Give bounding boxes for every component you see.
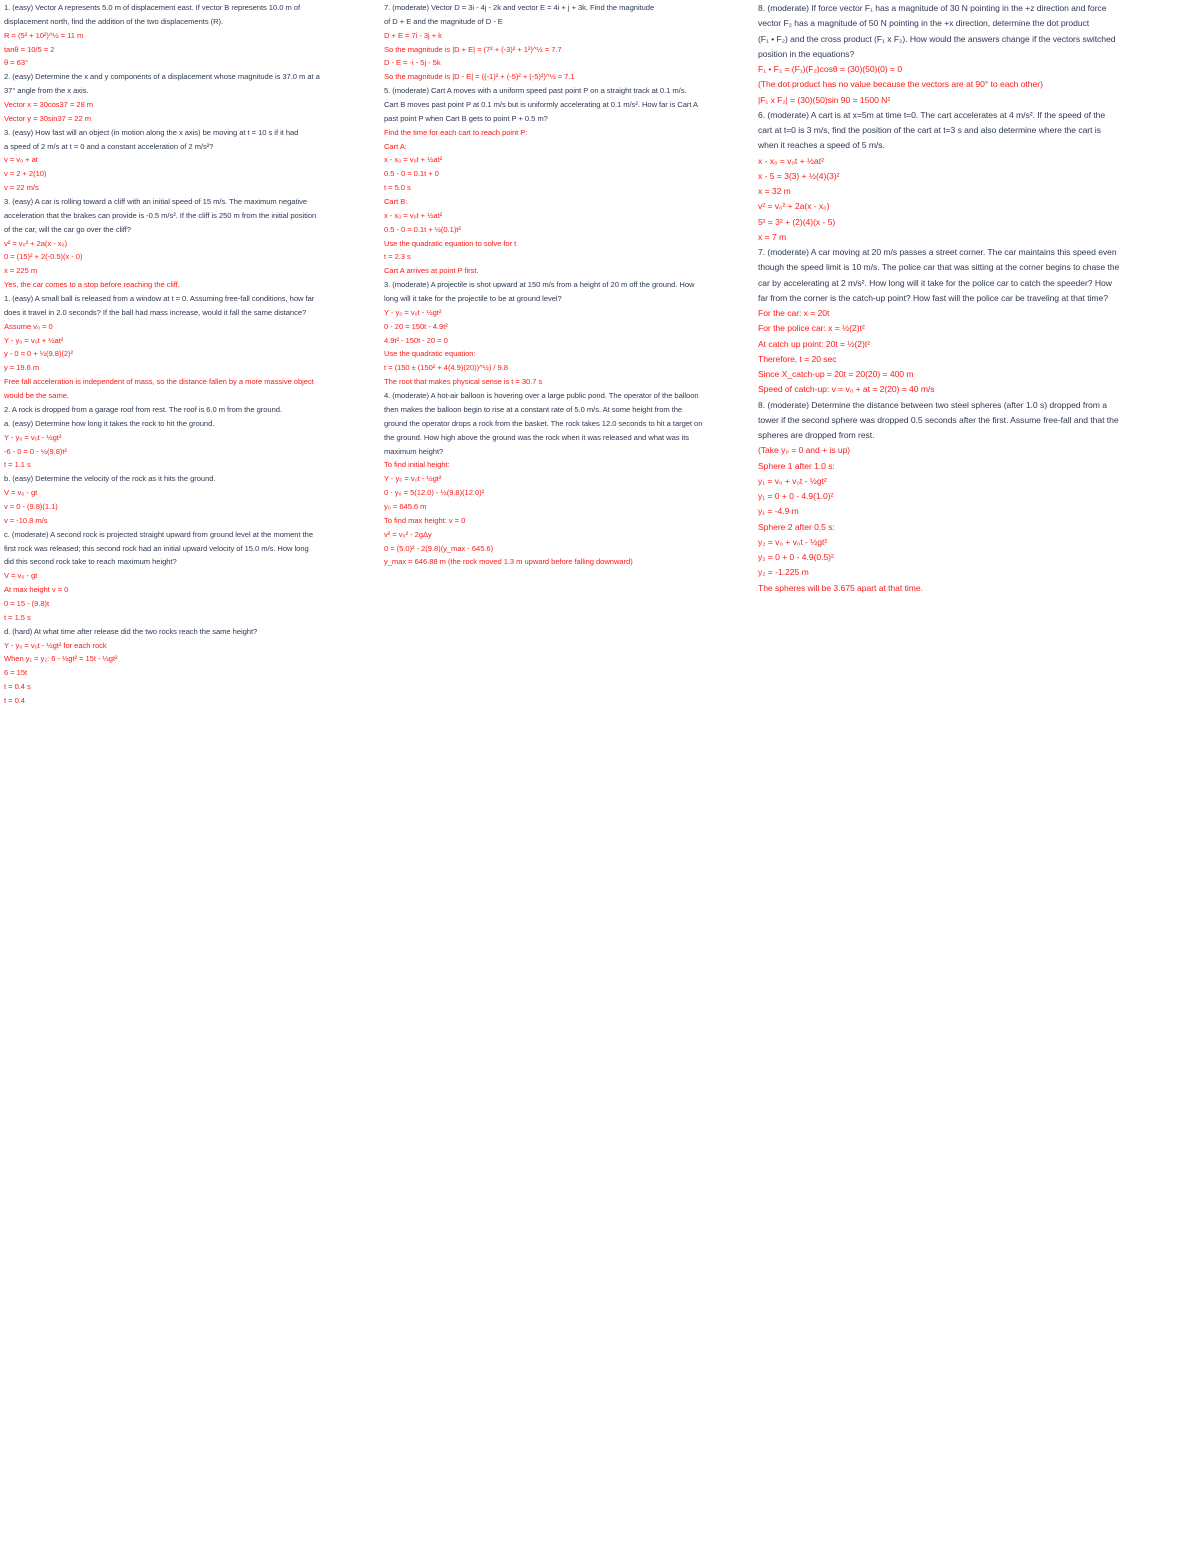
answer-line: y₂ = 0 + 0 - 4.9(0.5)²	[758, 552, 834, 562]
answer-line: Sphere 1 after 1.0 s:	[758, 460, 835, 471]
answer-line: t = 1.1 s	[4, 460, 31, 470]
answer-line: y₁ = 0 + 0 - 4.9(1.0)²	[758, 491, 834, 501]
answer-line: At catch up point: 20t = ½(2)t²	[758, 338, 870, 349]
question-line: 3. (moderate) A projectile is shot upward at 150 m/s from a height of 20 m off the ground. How	[384, 280, 695, 290]
answer-line: 0.5 - 0 = 0.1t + 0	[384, 169, 439, 179]
question-line: long will it take for the projectile to be at ground level?	[384, 294, 562, 304]
answer-line: D + E = 7i - 3j + k	[384, 30, 442, 40]
answer-line: 5² = 3² + (2)(4)(x - 5)	[758, 216, 836, 227]
answer-line: v² = v₀² + 2a(x - x₀)	[4, 238, 68, 248]
question-line: maximum height?	[384, 446, 444, 456]
answer-line: Y - y₀ = v₀t - ½gt²	[4, 432, 62, 442]
question-line: 2. A rock is dropped from a garage roof from rest. The roof is 6.0 m from the ground.	[4, 404, 282, 414]
answer-line: Find the time for each cart to reach point P:	[384, 127, 528, 137]
answer-line: For the car: x = 20t	[758, 308, 830, 318]
question-line: 3. (easy) How fast will an object (in motion along the x axis) be moving at t = 10 s if it had	[4, 127, 299, 137]
answer-line: V = v₀ - gt	[4, 571, 38, 581]
answer-line: Free fall acceleration is independent of mass, so the distance fallen by a more massive object	[4, 377, 314, 387]
answer-line: Sphere 2 after 0.5 s:	[758, 521, 835, 532]
question-line: 5. (moderate) Cart A moves with a uniform speed past point P on a straight track at 0.1 m/s.	[384, 86, 687, 96]
question-line: car by accelerating at 2 m/s². How long will it take for the police car to catch the speeder? How	[758, 277, 1112, 288]
answer-line: When y₁ = y₂: 6 - ½gt² = 15t - ½gt²	[4, 654, 118, 664]
column-right	[758, 3, 1196, 598]
question-line: (F₁ • F₂) and the cross product (F₁ x F₂). How would the answers change if the vectors switched	[758, 33, 1116, 44]
question-line: ground the operator drops a rock from the basket. The rock takes 12.0 seconds to hit a target on	[384, 418, 703, 428]
answer-line: x - x₀ = v₀t + ½at²	[384, 210, 443, 220]
question-line: a. (easy) Determine how long it takes the rock to hit the ground.	[4, 418, 215, 428]
answer-line: F₁ • F₂ = (F₁)(F₂)cosθ = (30)(50)(0) = 0	[758, 64, 903, 74]
answer-line: Vector y = 30sin37 = 22 m	[4, 113, 91, 123]
answer-line: Yes, the car comes to a stop before reaching the cliff.	[4, 280, 180, 290]
answer-line: t = 0.4	[4, 695, 25, 705]
answer-line: Cart A arrives at point P first.	[384, 266, 479, 276]
question-line: position in the equations?	[758, 48, 855, 59]
answer-line: 0 = (5.0)² - 2(9.8)(y_max - 645.6)	[384, 543, 494, 553]
answer-line: 6 = 15t	[4, 668, 28, 678]
answer-line: t = 5.0 s	[384, 183, 411, 193]
answer-line: Speed of catch-up: v = v₀ + at = 2(20) = 40 m/s	[758, 384, 935, 395]
answer-line: Vector x = 30cos37 = 28 m	[4, 100, 94, 110]
question-line: though the speed limit is 10 m/s. The police car that was sitting at the corner begins to chase the	[758, 262, 1120, 273]
question-line: 4. (moderate) A hot-air balloon is hovering over a large public pond. The operator of the balloon	[384, 391, 699, 401]
answer-line: y₁ = v₀ + v₀t - ½gt²	[758, 475, 827, 486]
column-middle	[384, 3, 748, 571]
answer-line: 0 - y₀ = 5(12.0) - ½(9.8)(12.0)²	[384, 488, 485, 498]
answer-line: 0 = 15 - (9.8)t	[4, 598, 50, 608]
answer-line: (Take y₀ = 0 and + is up)	[758, 445, 851, 456]
answer-line: So the magnitude is |D + E| = (7² + (-3)² + 1²)^½ = 7.7	[384, 44, 562, 54]
question-line: did this second rock take to reach maximum height?	[4, 557, 177, 567]
answer-line: 0.5 - 0 = 0.1t + ½(0.1)t²	[384, 224, 461, 234]
answer-line: Y - y₀ = v₀t - ½gt²	[384, 474, 442, 484]
answer-line: t = 1.5 s	[4, 612, 31, 622]
question-line: a speed of 2 m/s at t = 0 and a constant acceleration of 2 m/s²?	[4, 141, 214, 151]
answer-line: Cart A:	[384, 141, 407, 151]
answer-line: For the police car: x = ½(2)t²	[758, 323, 865, 334]
question-line: first rock was released; this second rock had an initial upward velocity of 15.0 m/s. How long	[4, 543, 309, 553]
question-line: 1. (easy) A small ball is released from a window at t = 0. Assuming free-fall conditions, how far	[4, 294, 315, 304]
question-line: 8. (moderate) If force vector F₁ has a magnitude of 30 N pointing in the +z direction and force	[758, 3, 1107, 13]
answer-line: Y - y₀ = v₀t - ½gt² for each rock	[4, 640, 107, 650]
question-line: 2. (easy) Determine the x and y components of a displacement whose magnitude is 37.0 m at a	[4, 72, 320, 82]
question-line: spheres are dropped from rest.	[758, 430, 875, 440]
answer-line: Assume v₀ = 0	[4, 321, 53, 331]
question-line: past point P when Cart B gets to point P + 0.5 m?	[384, 113, 548, 123]
question-line: does it travel in 2.0 seconds? If the ball had mass increase, would it fall the same distance?	[4, 307, 307, 317]
question-line: 6. (moderate) A cart is at x=5m at time t=0. The cart accelerates at 4 m/s². If the speed of the	[758, 109, 1106, 120]
answer-line: x - x₀ = v₀t + ½at²	[384, 155, 443, 165]
answer-line: v = 0 - (9.8)(1.1)	[4, 501, 58, 511]
answer-line: V = v₀ - gt	[4, 488, 38, 498]
question-line: acceleration that the brakes can provide is -0.5 m/s². If the cliff is 250 m from the initial position	[4, 210, 317, 220]
answer-line: Use the quadratic equation:	[384, 349, 476, 359]
question-line: of D + E and the magnitude of D - E	[384, 16, 503, 26]
answer-line: t = (150 ± (150² + 4(4.9)(20))^½) / 9.8	[384, 363, 508, 373]
column-left	[4, 3, 362, 710]
answer-line: v = 2 + 2(10)	[4, 169, 47, 179]
answer-line: v² = v₀² - 2gΔy	[384, 529, 432, 539]
answer-line: Therefore, t = 20 sec	[758, 353, 837, 364]
question-line: vector F₂ has a magnitude of 50 N pointing in the +x direction, determine the dot product	[758, 18, 1090, 29]
question-line: Cart B moves past point P at 0.1 m/s but is uniformly accelerating at 0.1 m/s². How far is Cart A	[384, 100, 699, 110]
answer-line: (The dot product has no value because the vectors are at 90° to each other)	[758, 79, 1043, 90]
question-line: tower if the second sphere was dropped 0.5 seconds after the first. Assume free-fall and that the	[758, 414, 1119, 425]
answer-line: y₁ = -4.9 m	[758, 506, 799, 517]
question-line: cart at t=0 is 3 m/s, find the position of the cart at t=3 s and also determine where the cart is	[758, 125, 1101, 135]
answer-line: 0 - 20 = 150t - 4.9t²	[384, 321, 448, 331]
answer-line: -6 - 0 = 0 - ½(9.8)t²	[4, 446, 67, 456]
answer-line: 4.9t² - 150t - 20 = 0	[384, 335, 448, 345]
question-line: c. (moderate) A second rock is projected straight upward from ground level at the moment the	[4, 529, 314, 539]
answer-line: y₂ = v₀ + v₀t - ½gt²	[758, 536, 828, 547]
answer-line: x = 32 m	[758, 186, 791, 196]
answer-line: Y - y₀ = v₀t - ½gt²	[384, 307, 442, 317]
answer-line: Use the quadratic equation to solve for t	[384, 238, 517, 248]
question-line: b. (easy) Determine the velocity of the rock as it hits the ground.	[4, 474, 216, 484]
question-line: 3. (easy) A car is rolling toward a cliff with an initial speed of 15 m/s. The maximum negative	[4, 197, 308, 207]
question-line: 37° angle from the x axis.	[4, 86, 89, 96]
answer-line: y = 19.6 m	[4, 363, 40, 373]
answer-line: R = (5² + 10²)^½ = 11 m	[4, 30, 84, 40]
question-line: 7. (moderate) A car moving at 20 m/s passes a street corner. The car maintains this speed even	[758, 247, 1117, 257]
answer-line: t = 2.3 s	[384, 252, 411, 262]
answer-line: v² = v₀² + 2a(x - x₀)	[758, 201, 830, 212]
answer-line: 0 = (15)² + 2(-0.5)(x - 0)	[4, 252, 83, 262]
question-line: far from the corner is the catch-up point? How fast will the police car be traveling at that time?	[758, 292, 1109, 303]
question-line: 8. (moderate) Determine the distance between two steel spheres (after 1.0 s) dropped from a	[758, 399, 1107, 410]
question-line: displacement north, find the addition of the two displacements (R).	[4, 16, 224, 26]
question-line: of the car, will the car go over the cliff?	[4, 224, 131, 234]
question-line: 7. (moderate) Vector D = 3i - 4j - 2k and vector E = 4i + j + 3k. Find the magnitude	[384, 3, 655, 12]
answer-line: v = -10.8 m/s	[4, 515, 48, 525]
answer-line: would be the same.	[4, 391, 69, 401]
answer-line: x - x₀ = v₀t + ½at²	[758, 155, 824, 166]
question-line: 1. (easy) Vector A represents 5.0 m of displacement east. If vector B represents 10.0 m of	[4, 3, 301, 12]
question-line: the ground. How high above the ground was the rock when it was released and what was its	[384, 432, 690, 442]
answer-line: D - E = -i - 5j - 5k	[384, 58, 441, 68]
answer-line: So the magnitude is |D - E| = ((-1)² + (-5)² + (-5)²)^½ = 7.1	[384, 72, 575, 82]
answer-line: To find initial height:	[384, 460, 450, 470]
answer-line: θ = 63°	[4, 58, 29, 68]
answer-line: To find max height: v = 0	[384, 515, 466, 525]
answer-line: Cart B:	[384, 197, 408, 207]
answer-line: y - 0 = 0 + ½(9.8)(2)²	[4, 349, 73, 359]
answer-line: x - 5 = 3(3) + ½(4)(3)²	[758, 170, 840, 181]
answer-line: Since X_catch-up = 20t = 20(20) = 400 m	[758, 369, 914, 379]
answer-line: v = v₀ + at	[4, 155, 38, 165]
answer-line: At max height v = 0	[4, 585, 69, 595]
answer-line: y₂ = -1.225 m	[758, 567, 809, 578]
answer-line: The spheres will be 3.675 apart at that time.	[758, 582, 923, 593]
answer-line: |F₁ x F₂| = (30)(50)sin 90 = 1500 N²	[758, 94, 891, 105]
answer-line: y_max = 646.88 m (the rock moved 1.3 m upward before falling downward)	[384, 557, 633, 567]
answer-line: v = 22 m/s	[4, 183, 39, 193]
question-line: d. (hard) At what time after release did the two rocks reach the same height?	[4, 626, 258, 636]
answer-line: Y - y₀ = v₀t + ½at²	[4, 335, 64, 345]
answer-line: t = 0.4 s	[4, 682, 31, 692]
answer-line: tanθ = 10/5 = 2	[4, 44, 55, 54]
answer-line: x = 7 m	[758, 231, 787, 242]
answer-line: x = 225 m	[4, 266, 38, 276]
question-line: when it reaches a speed of 5 m/s.	[758, 140, 885, 151]
question-line: then makes the balloon begin to rise at a constant rate of 5.0 m/s. At some height from the	[384, 404, 683, 414]
answer-line: The root that makes physical sense is t = 30.7 s	[384, 377, 543, 387]
answer-line: y₀ = 645.6 m	[384, 501, 427, 511]
